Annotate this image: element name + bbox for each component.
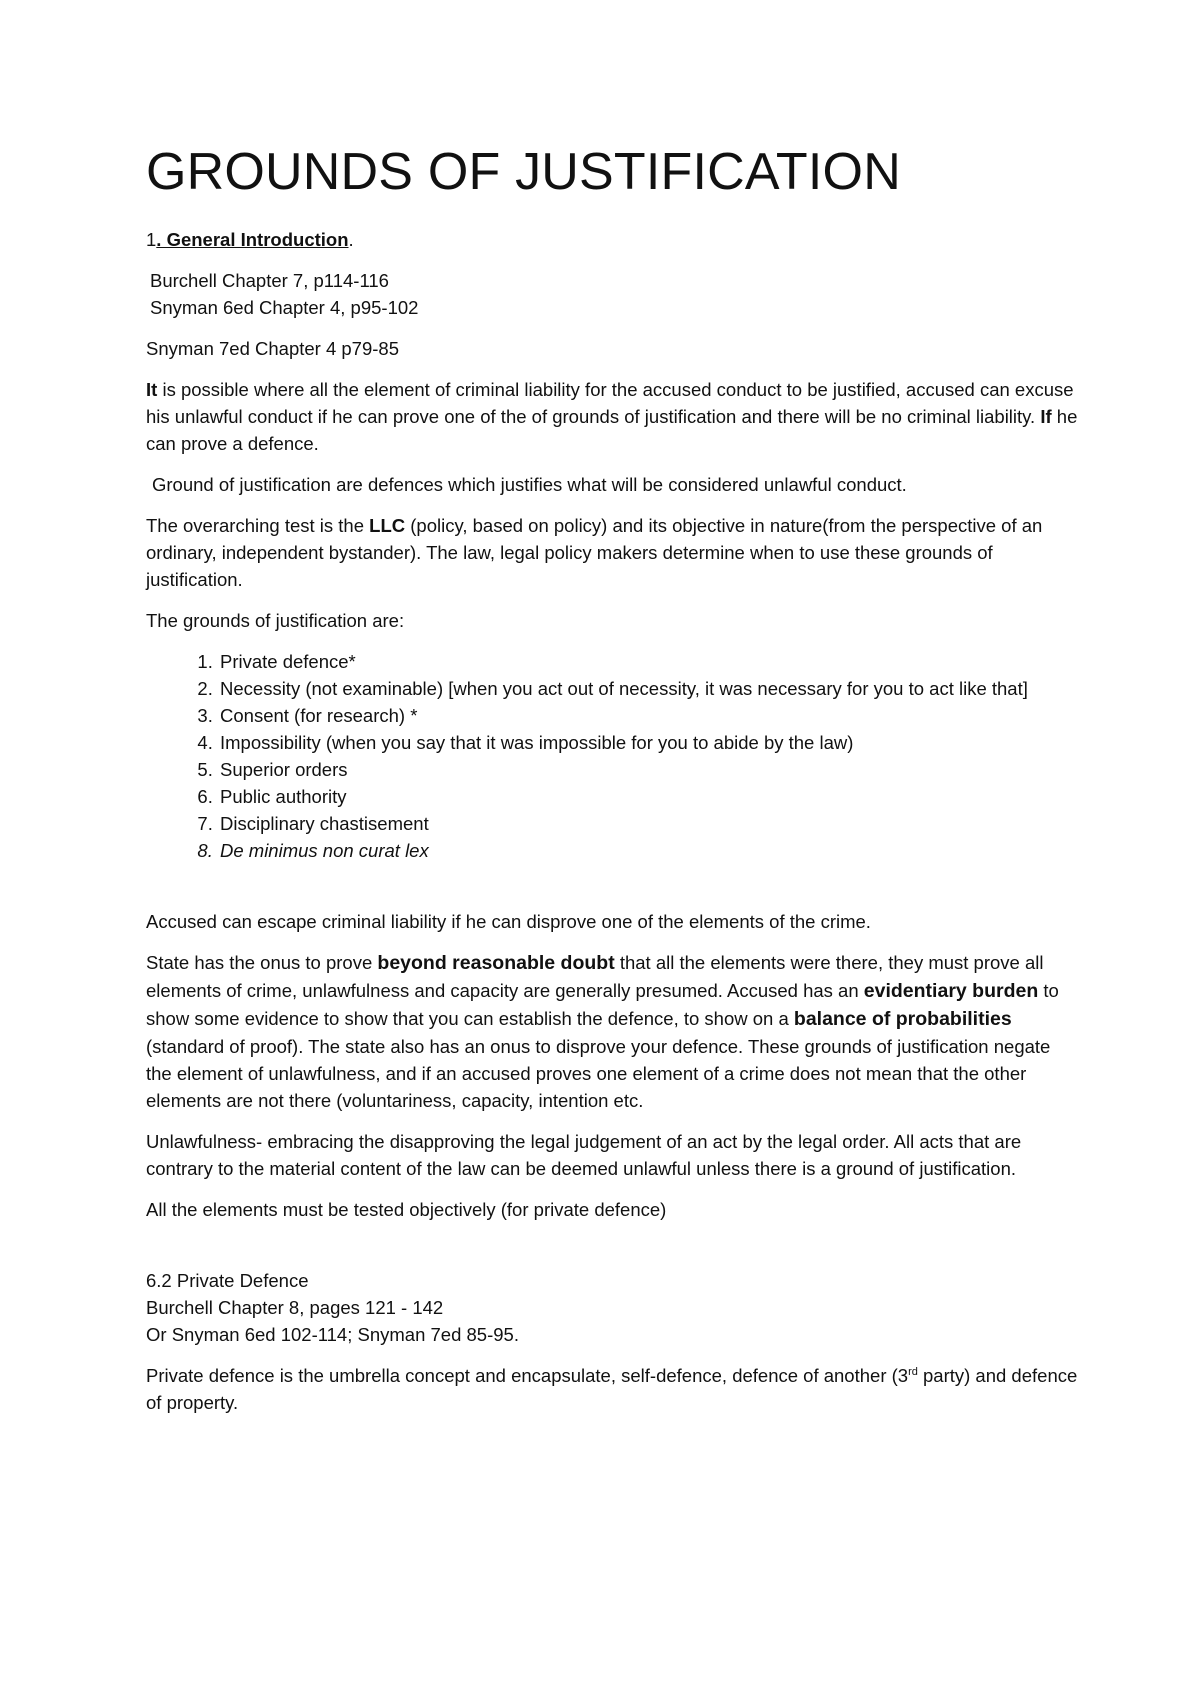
list-item: 8. De minimus non curat lex bbox=[218, 837, 1080, 864]
list-item: 1. Private defence* bbox=[218, 648, 1080, 675]
list-item: 4. Impossibility (when you say that it was impossible for you to abide by the law) bbox=[218, 729, 1080, 756]
paragraph-text: The overarching test is the bbox=[146, 515, 370, 536]
paragraph-lead-2: If bbox=[1040, 406, 1052, 427]
term-balance-of-probabilities: balance of probabilities bbox=[793, 1008, 1012, 1030]
paragraph-overarching-test bbox=[146, 512, 1080, 593]
paragraph-text: State has the onus to prove bbox=[146, 952, 378, 973]
list-item: 3. Consent (for research) * bbox=[218, 702, 1080, 729]
term-beyond-reasonable-doubt: beyond reasonable doubt bbox=[377, 952, 615, 974]
list-item: 2. Necessity (not examinable) [when you act out of necessity, it was necessary for you to act like that] bbox=[218, 675, 1080, 702]
private-defence-ref-snyman: Or Snyman 6ed 102-114; Snyman 7ed 85-95. bbox=[146, 1324, 519, 1345]
section-heading-text: . General Introduction bbox=[156, 229, 349, 250]
paragraph-escape-liability: Accused can escape criminal liability if he can disprove one of the elements of the crime. bbox=[146, 911, 871, 932]
reference-snyman-7ed: Snyman 7ed Chapter 4 p79-85 bbox=[146, 338, 400, 359]
paragraph-grounds-definition: Ground of justification are defences which justifies what will be considered unlawful conduct. bbox=[152, 474, 907, 495]
paragraph-text-2: that all the elements were there, they must prove all elements of crime, unlawfulness and capacity are generally presumed. Accused has an bbox=[146, 952, 1044, 1001]
paragraph-lead: It bbox=[146, 379, 158, 400]
reference-snyman-6ed: Snyman 6ed Chapter 4, p95-102 bbox=[150, 297, 419, 318]
paragraph-text-3: to show some evidence to show that you can establish the defence, to show on a bbox=[146, 980, 1059, 1029]
private-defence-heading: 6.2 Private Defence bbox=[146, 1270, 309, 1291]
spacer bbox=[146, 1237, 1080, 1267]
private-defence-ref-burchell: Burchell Chapter 8, pages 121 - 142 bbox=[146, 1297, 444, 1318]
paragraph-tested-objectively: All the elements must be tested objectively (for private defence) bbox=[146, 1199, 667, 1220]
paragraph-text: is possible where all the element of criminal liability for the accused conduct to be justified, accused can excuse his unlawful conduct if he can prove one of the of grounds of justification and there will be no criminal liability. bbox=[146, 379, 1074, 427]
list-item: 6. Public authority bbox=[218, 783, 1080, 810]
section-heading-trail: . bbox=[348, 229, 354, 250]
ordinal-suffix: rd bbox=[908, 1365, 918, 1378]
spacer bbox=[146, 878, 1080, 908]
grounds-list-intro: The grounds of justification are: bbox=[146, 610, 405, 631]
reference-burchell: Burchell Chapter 7, p114-116 bbox=[150, 270, 389, 291]
grounds-list bbox=[146, 648, 1080, 864]
private-defence-section bbox=[146, 1267, 1080, 1348]
list-item: 5. Superior orders bbox=[218, 756, 1080, 783]
paragraph-text-2: (policy, based on policy) and its objective in nature(from the perspective of an ordinary, independent bystander). The law, legal policy makers determine when to use these grounds of justification. bbox=[146, 515, 1043, 590]
section-heading-introduction bbox=[146, 226, 1080, 253]
paragraph-onus bbox=[146, 949, 1080, 1114]
section-number: 1 bbox=[146, 229, 157, 250]
paragraph-text-2: party) and defence of property. bbox=[146, 1365, 1078, 1413]
paragraph-text-2: he can prove a defence. bbox=[146, 406, 1078, 454]
paragraph-criminal-liability bbox=[146, 376, 1080, 457]
paragraph-private-defence bbox=[146, 1362, 1080, 1416]
document-title: GROUNDS OF JUSTIFICATION bbox=[146, 143, 901, 201]
llc-term: LLC bbox=[369, 515, 406, 536]
paragraph-text: Private defence is the umbrella concept and encapsulate, self-defence, defence of another (3 bbox=[146, 1365, 909, 1386]
paragraph-unlawfulness: Unlawfulness- embracing the disapproving the legal judgement of an act by the legal order. All acts that are contrary to the material content of the law can be deemed unlawful unless there is a ground of justification. bbox=[146, 1131, 1022, 1179]
paragraph-text-4: (standard of proof). The state also has an onus to disprove your defence. These grounds of justification negate the element of unlawfulness, and if an accused proves one element of a crime does not mean that the other elements are not there (voluntariness, capacity, intention etc. bbox=[146, 1036, 1051, 1111]
term-evidentiary-burden: evidentiary burden bbox=[863, 980, 1039, 1002]
list-item: 7. Disciplinary chastisement bbox=[218, 810, 1080, 837]
